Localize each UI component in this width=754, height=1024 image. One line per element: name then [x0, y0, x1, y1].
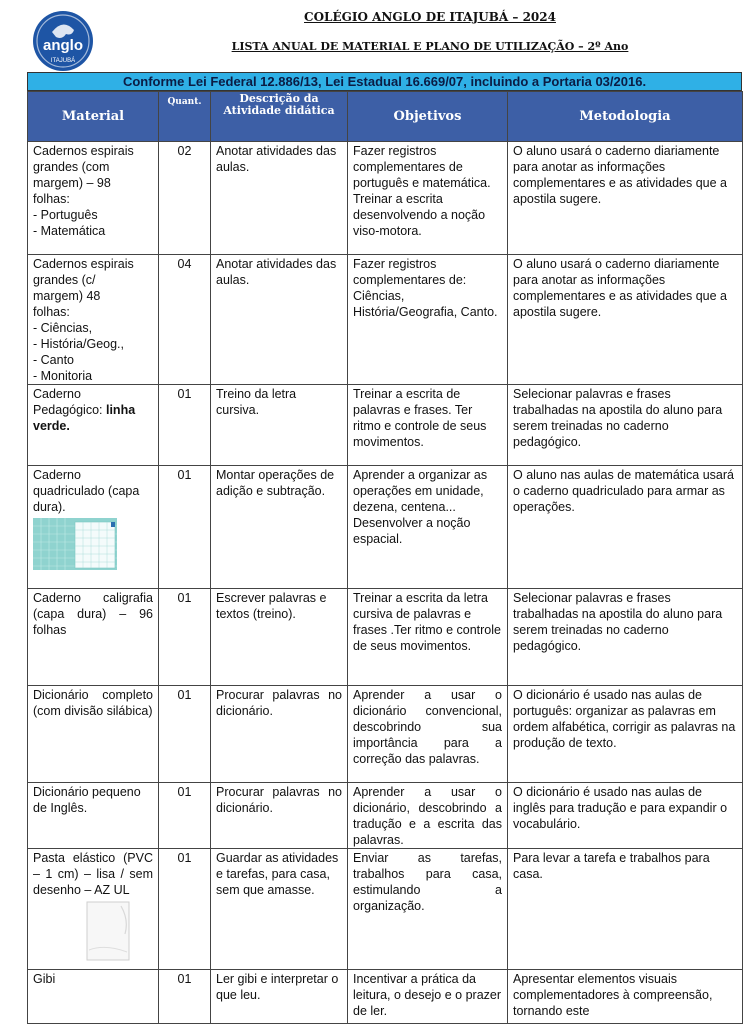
- cell-quantity: 01: [159, 970, 211, 1024]
- page-subtitle: LISTA ANUAL DE MATERIAL E PLANO DE UTILIZAÇÃO – 2º Ano: [231, 40, 629, 53]
- cell-material: [28, 142, 159, 255]
- table-row: [28, 686, 743, 783]
- cell-objectives: Fazer registros complementares de português e matemática. Treinar a escrita desenvolvendo a noção viso-motora.: [348, 142, 508, 255]
- cell-quantity: 01: [159, 589, 211, 686]
- table-row: [28, 255, 743, 385]
- table-row: [28, 466, 743, 589]
- cell-material: [28, 466, 159, 589]
- table-row: [28, 385, 743, 466]
- material-text: Caderno Pedagógico:: [33, 387, 106, 417]
- header-description: Descrição da Atividade didática: [211, 92, 348, 142]
- folder-image: [85, 900, 131, 962]
- cell-quantity: 01: [159, 385, 211, 466]
- table-row: [28, 970, 743, 1024]
- logo-text: anglo: [43, 37, 83, 54]
- material-text: Caderno quadriculado (capa dura).: [33, 468, 140, 514]
- material-line: folhas:: [33, 192, 70, 206]
- cell-description: Guardar as atividades e tarefas, para casa, sem que amasse.: [211, 849, 348, 970]
- cell-material: [28, 849, 159, 970]
- header-quantity: Quant.: [159, 92, 211, 142]
- cell-material: Dicionário completo (com divisão silábica): [28, 686, 159, 783]
- material-table: [27, 91, 743, 1024]
- cell-objectives: Treinar a escrita de palavras e frases. Ter ritmo e controle de seus movimentos.: [348, 385, 508, 466]
- cell-description: Treino da letra cursiva.: [211, 385, 348, 466]
- cell-quantity: 04: [159, 255, 211, 385]
- cell-methodology: O aluno usará o caderno diariamente para anotar as informações complementares e as atividades que a apostila sugere.: [508, 142, 743, 255]
- cell-quantity: 01: [159, 849, 211, 970]
- table-row: [28, 589, 743, 686]
- material-line: Cadernos espirais: [33, 257, 134, 271]
- cell-quantity: 01: [159, 783, 211, 849]
- material-line: - História/Geog.,: [33, 337, 125, 351]
- cell-description: Ler gibi e interpretar o que leu.: [211, 970, 348, 1024]
- header-objectives: Objetivos: [348, 92, 508, 142]
- school-logo: [32, 10, 94, 72]
- logo-subtext: ITAJUBÁ: [50, 58, 76, 64]
- cell-description: Anotar atividades das aulas.: [211, 142, 348, 255]
- table-row: [28, 783, 743, 849]
- material-line: margem) 48: [33, 289, 101, 303]
- header-material: Material: [28, 92, 159, 142]
- cell-objectives: Enviar as tarefas, trabalhos para casa, estimulando a organização.: [348, 849, 508, 970]
- law-banner: Conforme Lei Federal 12.886/13, Lei Estadual 16.669/07, incluindo a Portaria 03/2016.: [27, 72, 742, 91]
- cell-quantity: 02: [159, 142, 211, 255]
- cell-methodology: O dicionário é usado nas aulas de português: organizar as palavras em ordem alfabética, corrigir as palavras na produção de texto.: [508, 686, 743, 783]
- cell-description: Procurar palavras no dicionário.: [211, 783, 348, 849]
- material-line: - Monitoria: [33, 369, 93, 383]
- cell-material: Gibi: [28, 970, 159, 1024]
- cell-description: Escrever palavras e textos (treino).: [211, 589, 348, 686]
- cell-material: [28, 255, 159, 385]
- cell-methodology: O aluno nas aulas de matemática usará o caderno quadriculado para armar as operações.: [508, 466, 743, 589]
- cell-methodology: Selecionar palavras e frases trabalhadas na apostila do aluno para serem treinadas no caderno pedagógico.: [508, 385, 743, 466]
- material-highlight: linha verde.: [33, 403, 136, 433]
- cell-methodology: O aluno usará o caderno diariamente para anotar as informações complementares e as atividades que a apostila sugere.: [508, 255, 743, 385]
- table-row: [28, 142, 743, 255]
- cell-material: Caderno caligrafia (capa dura) – 96 folhas: [28, 589, 159, 686]
- page-title: COLÉGIO ANGLO DE ITAJUBÁ – 2024: [304, 10, 556, 24]
- cell-objectives: Fazer registros complementares de: Ciências, História/Geografia, Canto.: [348, 255, 508, 385]
- material-line: folhas:: [33, 305, 70, 319]
- material-line: - Matemática: [33, 224, 106, 238]
- cell-description: Procurar palavras no dicionário.: [211, 686, 348, 783]
- cell-material: Dicionário pequeno de Inglês.: [28, 783, 159, 849]
- material-line: - Português: [33, 208, 98, 222]
- material-line: grandes (c/: [33, 273, 96, 287]
- material-text: Pasta elástico (PVC – 1 cm) – lisa / sem desenho – AZ UL: [33, 851, 153, 897]
- cell-methodology: Para levar a tarefa e trabalhos para casa.: [508, 849, 743, 970]
- cell-description: Montar operações de adição e subtração.: [211, 466, 348, 589]
- cell-description: Anotar atividades das aulas.: [211, 255, 348, 385]
- table-header-row: [28, 92, 743, 142]
- cell-methodology: O dicionário é usado nas aulas de inglês para tradução e para expandir o vocabulário.: [508, 783, 743, 849]
- cell-methodology: Selecionar palavras e frases trabalhadas na apostila do aluno para serem treinadas no caderno pedagógico.: [508, 589, 743, 686]
- cell-objectives: Aprender a usar o dicionário convencional, descobrindo sua importância para a correção das palavras.: [348, 686, 508, 783]
- material-line: - Canto: [33, 353, 74, 367]
- header-methodology: Metodologia: [508, 92, 743, 142]
- grid-notebook-image: [33, 518, 117, 570]
- cell-objectives: Treinar a escrita da letra cursiva de palavras e frases .Ter ritmo e controle de seus movimentos.: [348, 589, 508, 686]
- cell-material: [28, 385, 159, 466]
- cell-objectives: Aprender a organizar as operações em unidade, dezena, centena... Desenvolver a noção espacial.: [348, 466, 508, 589]
- cell-quantity: 01: [159, 466, 211, 589]
- cell-objectives: Incentivar a prática da leitura, o desejo e o prazer de ler.: [348, 970, 508, 1024]
- material-line: grandes (com: [33, 160, 110, 174]
- table-row: [28, 849, 743, 970]
- cell-objectives: Aprender a usar o dicionário, descobrindo a tradução e a escrita das palavras.: [348, 783, 508, 849]
- material-line: margem) – 98: [33, 176, 111, 190]
- cell-quantity: 01: [159, 686, 211, 783]
- material-line: Cadernos espirais: [33, 144, 134, 158]
- cell-methodology: Apresentar elementos visuais complementadores à compreensão, tornando este: [508, 970, 743, 1024]
- material-line: - Ciências,: [33, 321, 93, 335]
